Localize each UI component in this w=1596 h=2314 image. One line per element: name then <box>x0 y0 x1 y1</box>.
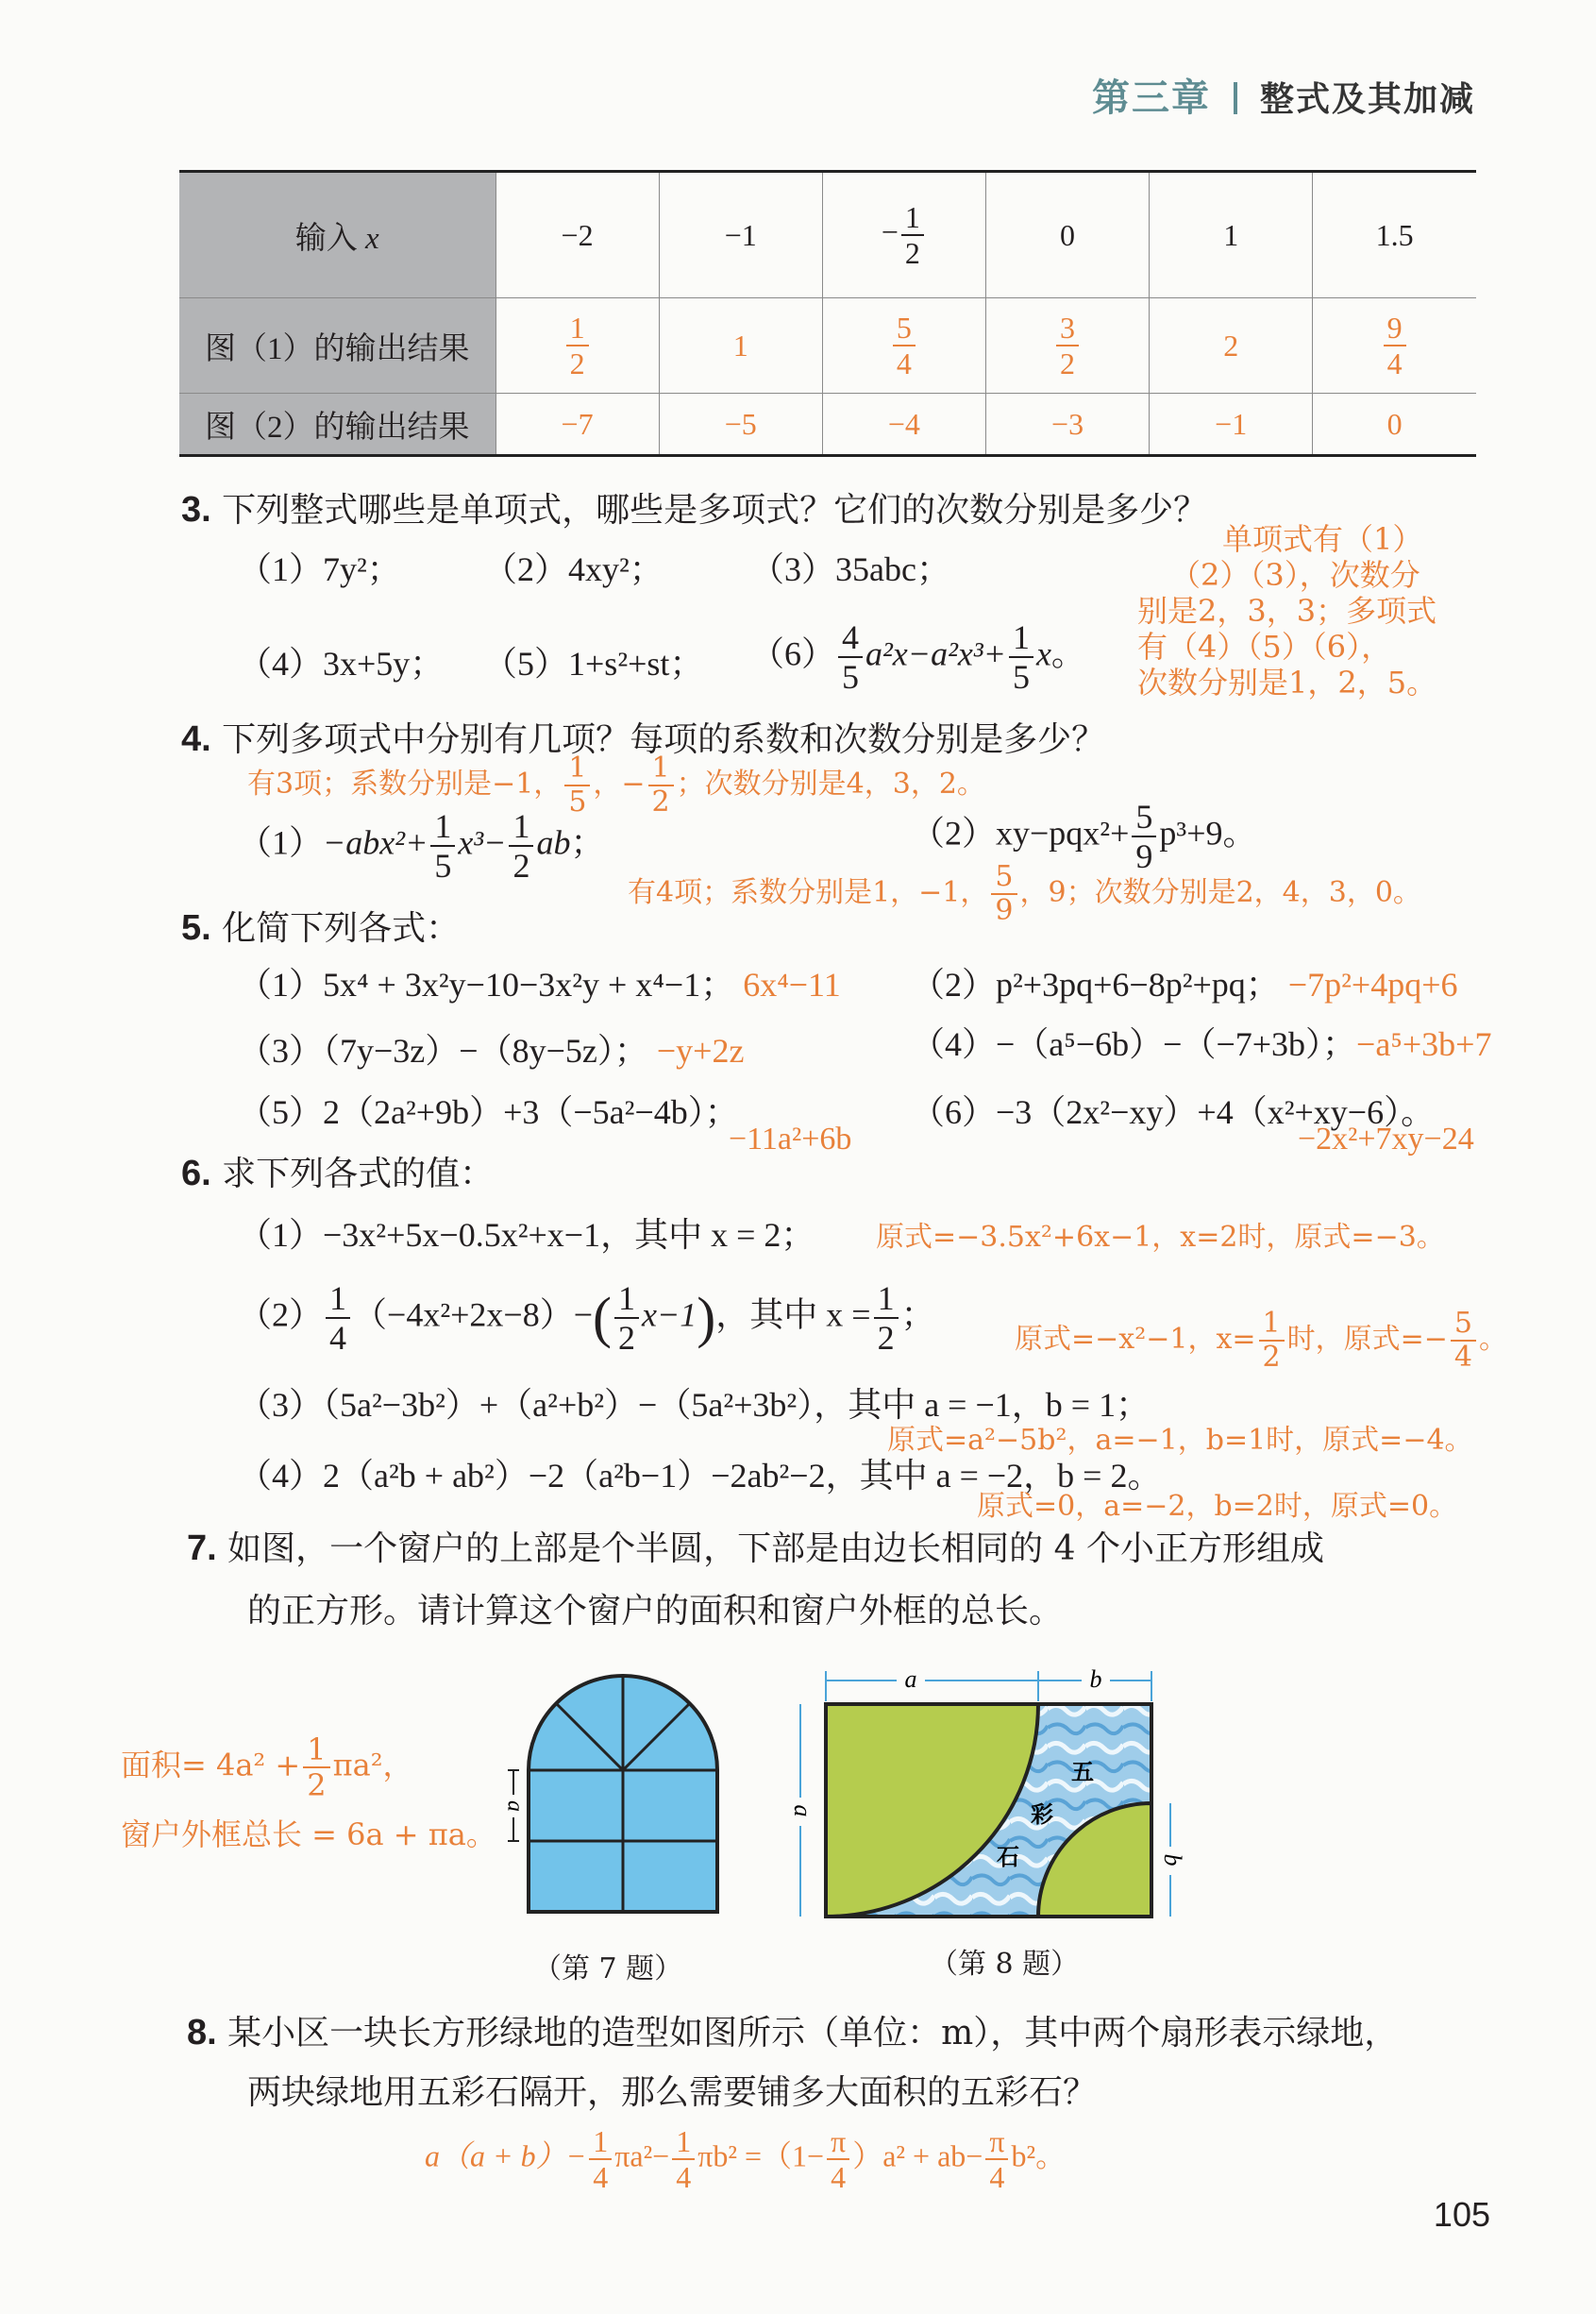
question-3 <box>181 483 1207 532</box>
table-row <box>179 298 1476 394</box>
label-a-top: a <box>904 1664 917 1693</box>
table-cell: −5 <box>659 394 822 456</box>
q5-item-5: （5）2（2a²+9b）+3（−5a²−4b）； <box>238 1093 739 1131</box>
question-5 <box>181 902 460 950</box>
q6-item-4: （4）2（a²b + ab²）−2（a²b−1）−2ab²−2，其中 a = −2，b = 2。 <box>238 1457 1162 1495</box>
garden-figure <box>783 1662 1189 1926</box>
question-text: 如图，一个窗户的上部是个半圆，下部是由边长相同的 4 个小正方形组成 <box>227 1529 1324 1568</box>
window-label-a: a <box>502 1800 528 1812</box>
label-b-right: b <box>1159 1853 1187 1866</box>
q6-answer-3: 原式=a²−5b²，a=−1，b=1时，原式=−4。 <box>887 1424 1473 1457</box>
table-cell: $\frac{5}{4}$ <box>822 298 985 394</box>
table-header-input: 输入 x <box>179 172 496 298</box>
question-6 <box>181 1147 494 1195</box>
table-cell: 0 <box>985 172 1149 298</box>
q5-item-4: （4）−（a⁵−6b）−（−7+3b）；−a⁵+3b+7 <box>911 1025 1492 1063</box>
q3-item-5: （5）1+s²+st； <box>483 645 704 683</box>
q5-item-6: （6）−3（2x²−xy）+4（x²+xy−6）。 <box>911 1093 1436 1131</box>
table-cell: 1 <box>1150 172 1313 298</box>
window-figure <box>500 1657 746 1931</box>
table-header-row2: 图（2）的输出结果 <box>179 394 496 456</box>
q4-item-2: （2）xy−pqx²+ $\frac{5}{9}$ p³+9。 <box>911 798 1257 875</box>
table-cell: 1 <box>659 298 822 394</box>
q8-answer: a（a + b）− $\frac{1}{4}$ πa²− $\frac{1}{4}$ πb² =（1− $\frac{\pi}{4}$ ）a² + ab− $\frac{\pi}{4}$ b²。 <box>425 2124 1067 2194</box>
question-text: 某小区一块长方形绿地的造型如图所示（单位：m），其中两个扇形表示绿地， <box>227 2014 1399 2052</box>
label-a-left: a <box>789 1804 817 1817</box>
question-number: 5. <box>181 908 211 948</box>
question-number: 7. <box>187 1529 217 1568</box>
question-8 <box>187 2006 1398 2054</box>
question-text: 下列整式哪些是单项式，哪些是多项式？它们的次数分别是多少？ <box>222 491 1208 530</box>
input-output-table <box>179 170 1476 457</box>
q3-item-1: （1）7y²； <box>238 550 401 588</box>
table-cell: − $\frac{1}{2}$ <box>822 172 985 298</box>
question-text: 化简下列各式： <box>222 909 461 948</box>
table-cell: $\frac{1}{2}$ <box>496 298 659 394</box>
chapter-title: 整式及其加减 <box>1259 80 1475 119</box>
question-text: 下列多项式中分别有几项？每项的系数和次数分别是多少？ <box>222 720 1106 759</box>
q6-item-2: （2） $\frac{1}{4}$ （−4x²+2x−8）−( $\frac{1}{2}$ x−1)，其中 x = $\frac{1}{2}$ ； <box>238 1279 935 1357</box>
question-number: 3. <box>181 490 211 530</box>
q5-answer-5: −11a²+6b <box>729 1122 852 1157</box>
figure-7-caption: （第 7 题） <box>533 1952 683 1985</box>
table-cell: $\frac{9}{4}$ <box>1313 298 1476 394</box>
table-cell: −3 <box>985 394 1149 456</box>
question-7 <box>187 1522 1324 1570</box>
page-number: 105 <box>1433 2195 1490 2234</box>
chapter-number: 第三章 <box>1091 76 1211 120</box>
q6-item-3: （3）（5a²−3b²）+（a²+b²）−（5a²+3b²），其中 a = −1，b = 1； <box>238 1386 1151 1424</box>
q3-item-2: （2）4xy²； <box>483 550 664 588</box>
table-cell: −7 <box>496 394 659 456</box>
q5-item-2: （2）p²+3pq+6−8p²+pq； −7p²+4pq+6 <box>911 966 1458 1004</box>
q4-answer-1: 有3项；系数分别是−1， $\frac{1}{5}$ ，− $\frac{1}{2}$ ；次数分别是4，3，2。 <box>247 752 985 819</box>
q3-item-4: （4）3x+5y； <box>238 645 445 683</box>
table-cell: 0 <box>1313 394 1476 456</box>
chapter-header <box>1092 68 1475 122</box>
q6-answer-4: 原式=0，a=−2，b=2时，原式=0。 <box>977 1490 1458 1523</box>
question-number: 6. <box>181 1154 211 1193</box>
q6-answer-1: 原式=−3.5x²+6x−1，x=2时，原式=−3。 <box>876 1221 1445 1254</box>
table-cell: 1.5 <box>1313 172 1476 298</box>
table-cell: $\frac{3}{2}$ <box>985 298 1149 394</box>
question-8-line2: 两块绿地用五彩石隔开，那么需要铺多大面积的五彩石？ <box>247 2073 1098 2112</box>
q4-answer-2: 有4项；系数分别是1，−1， $\frac{5}{9}$ ，9；次数分别是2，4，3，0。 <box>628 860 1421 927</box>
table-row <box>179 394 1476 456</box>
table-cell: −1 <box>659 172 822 298</box>
q3-item-6: （6） $\frac{4}{5}$ a²x−a²x³+ $\frac{1}{5}$ x。 <box>750 618 1085 696</box>
label-b-top: b <box>1089 1664 1102 1693</box>
q7-answer-area: 面积= 4a² + $\frac{1}{2}$ πa²， <box>121 1731 413 1803</box>
question-text: 求下列各式的值： <box>222 1155 495 1193</box>
stone-char: 五 <box>1071 1759 1094 1785</box>
q6-item-1: （1）−3x²+5x−0.5x²+x−1，其中 x = 2； <box>238 1216 815 1254</box>
table-row <box>179 172 1476 298</box>
q7-answer-perimeter: 窗户外框总长 = 6a + πa。 <box>121 1816 496 1852</box>
q3-item-3: （3）35abc； <box>750 550 950 588</box>
stone-char: 彩 <box>1031 1801 1053 1828</box>
q4-item-1: （1）−abx²+ $\frac{1}{5}$ x³− $\frac{1}{2}$ ab； <box>238 807 605 885</box>
q5-answer-6: −2x²+7xy−24 <box>1298 1122 1474 1157</box>
q5-item-3: （3）（7y−3z）−（8y−5z）； −y+2z <box>238 1032 745 1070</box>
stone-char: 石 <box>997 1844 1019 1870</box>
question-7-line2: 的正方形。请计算这个窗户的面积和窗户外框的总长。 <box>247 1592 1064 1630</box>
table-cell: −2 <box>496 172 659 298</box>
question-number: 4. <box>181 719 211 759</box>
table-cell: 2 <box>1150 298 1313 394</box>
q6-answer-2: 原式=−x²−1，x= $\frac{1}{2}$ 时，原式=− $\frac{5}{4}$ 。 <box>1015 1307 1507 1374</box>
table-cell: −4 <box>822 394 985 456</box>
figure-8-caption: （第 8 题） <box>930 1948 1080 1981</box>
q3-answer: 单项式有（1） （2）（3），次数分 别是2，3，3；多项式 有（4）（5）（6）， 次数分别是1，2，5。 <box>1137 521 1437 701</box>
table-header-row1: 图（1）的输出结果 <box>179 298 496 394</box>
header-divider <box>1234 82 1237 114</box>
table-cell: −1 <box>1150 394 1313 456</box>
question-number: 8. <box>187 2013 217 2052</box>
q5-item-1: （1）5x⁴ + 3x²y−10−3x²y + x⁴−1； 6x⁴−11 <box>238 966 841 1004</box>
